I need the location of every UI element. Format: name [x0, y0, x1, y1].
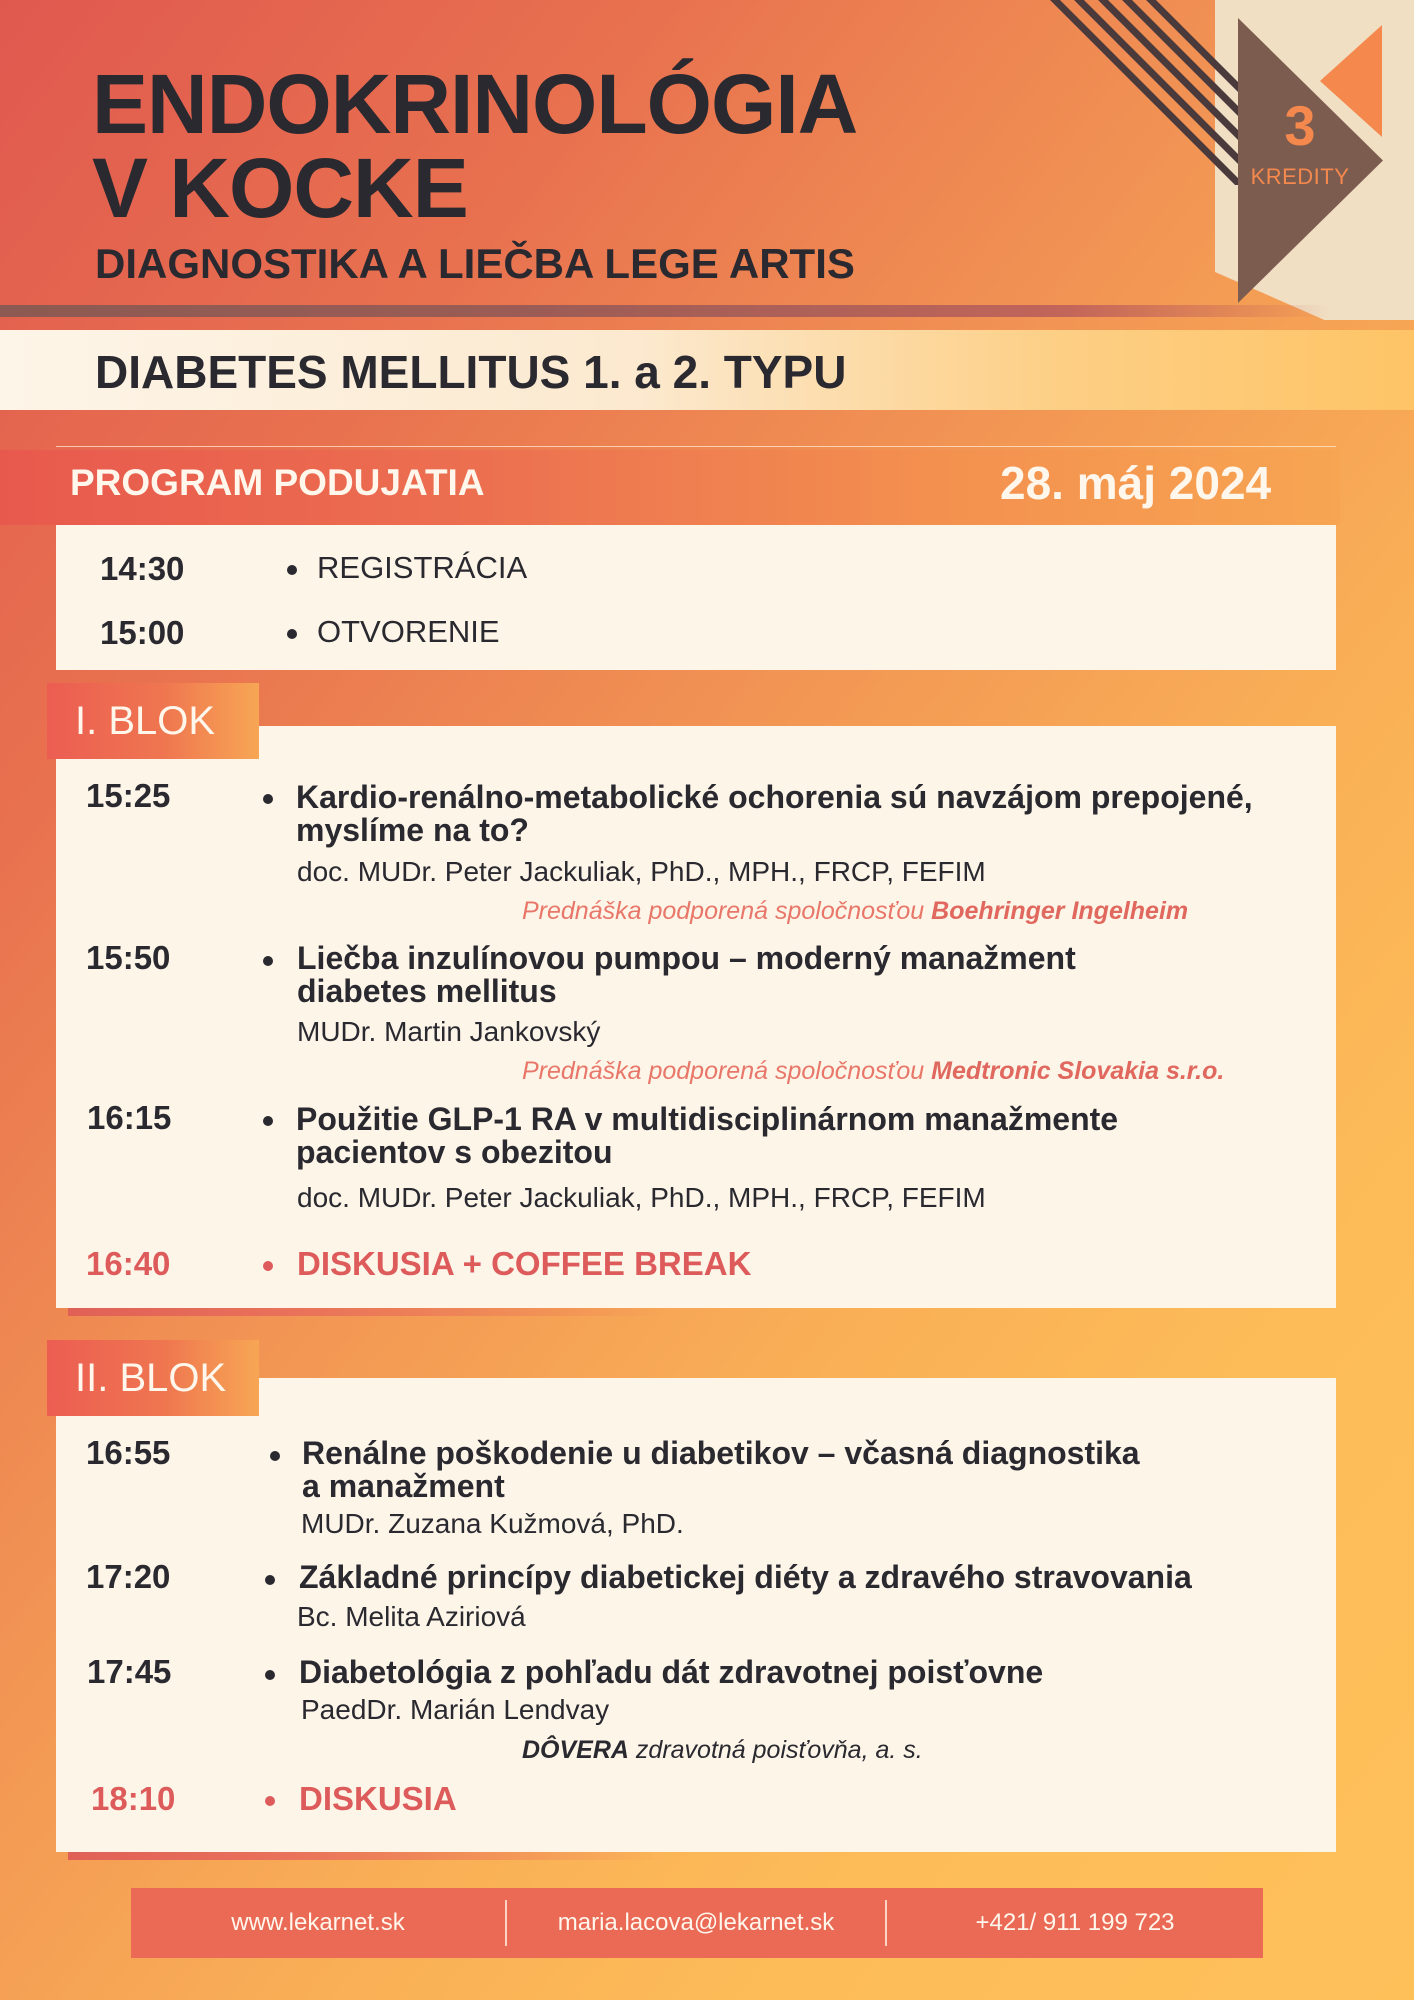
block-2-label	[47, 1340, 259, 1416]
talk-title-line: diabetes mellitus	[297, 973, 557, 1009]
time-label: 17:20	[86, 1558, 171, 1595]
event-title	[92, 57, 858, 235]
website-link[interactable]: www.lekarnet.sk	[231, 1909, 405, 1936]
contact-footer	[131, 1888, 1263, 1958]
sponsor-name: Boehringer Ingelheim	[931, 897, 1189, 925]
phone-link[interactable]: +421/ 911 199 723	[975, 1909, 1175, 1936]
bullet-icon	[265, 1575, 275, 1585]
break-label: DISKUSIA + COFFEE BREAK	[297, 1245, 752, 1282]
bullet-icon	[263, 794, 273, 804]
title-line-2: V KOCKE	[92, 141, 468, 235]
time-label-end: 18:10	[91, 1780, 176, 1817]
program-title: PROGRAM PODUJATIA	[70, 462, 485, 503]
time-label: 14:30	[100, 550, 185, 587]
talk-title-line: Kardio-renálno-metabolické ochorenia sú navzájom prepojené,	[296, 779, 1253, 815]
sponsor-name: Medtronic Slovakia s.r.o.	[931, 1057, 1225, 1085]
time-label: 15:00	[100, 614, 185, 651]
event-subtitle: DIAGNOSTIKA A LIEČBA LEGE ARTIS	[95, 240, 855, 287]
stripes-decoration	[1030, 0, 1260, 185]
bullet-icon	[265, 1796, 275, 1806]
talk-title	[299, 1561, 1192, 1594]
email-link[interactable]: maria.lacova@lekarnet.sk	[557, 1909, 835, 1936]
bullet-icon	[287, 629, 297, 639]
title-line-1: ENDOKRINOLÓGIA	[92, 57, 858, 151]
block-1-underline	[68, 1308, 668, 1316]
talk-title	[296, 1103, 1118, 1169]
talk-title	[296, 781, 1253, 847]
sponsor-name: DÔVERA	[522, 1736, 629, 1764]
agenda-item-label: OTVORENIE	[317, 614, 500, 649]
talk-title-line: a manažment	[302, 1468, 505, 1504]
time-label: 16:55	[86, 1434, 171, 1471]
sponsor-prefix: Prednáška podporená spoločnosťou	[522, 897, 925, 925]
event-date: 28. máj 2024	[1000, 457, 1272, 509]
speaker-name: PaedDr. Marián Lendvay	[301, 1694, 610, 1725]
bullet-icon	[263, 1116, 273, 1126]
sponsor-note	[522, 897, 1188, 926]
agenda-item-label: REGISTRÁCIA	[317, 550, 528, 585]
bullet-icon	[265, 1670, 275, 1680]
block-2-label-text: II. BLOK	[75, 1356, 227, 1400]
time-label: 15:25	[86, 777, 171, 814]
talk-title-line: pacientov s obezitou	[296, 1134, 613, 1170]
bullet-icon	[263, 956, 273, 966]
time-label-break: 16:40	[86, 1245, 171, 1282]
time-label: 15:50	[86, 939, 171, 976]
time-label: 16:15	[87, 1099, 172, 1136]
block-1-label-text: I. BLOK	[75, 699, 216, 743]
talk-title	[302, 1437, 1140, 1503]
bullet-icon	[270, 1451, 280, 1461]
talk-title-line: Základné princípy diabetickej diéty a zdravého stravovania	[299, 1559, 1192, 1595]
block-1-label	[47, 683, 259, 759]
credits-label: KREDITY	[1250, 164, 1350, 189]
topic-title: DIABETES MELLITUS 1. a 2. TYPU	[95, 346, 847, 398]
talk-title-line: myslíme na to?	[296, 812, 529, 848]
speaker-name: doc. MUDr. Peter Jackuliak, PhD., MPH., FRCP, FEFIM	[297, 856, 986, 887]
speaker-name: doc. MUDr. Peter Jackuliak, PhD., MPH., FRCP, FEFIM	[297, 1182, 986, 1213]
talk-title-line: Diabetológia z pohľadu dát zdravotnej poisťovne	[299, 1654, 1044, 1690]
talk-title-line: Použitie GLP-1 RA v multidisciplinárnom manažmente	[296, 1101, 1119, 1137]
speaker-name: Bc. Melita Aziriová	[297, 1601, 526, 1632]
time-label: 17:45	[87, 1653, 172, 1690]
bullet-icon	[263, 1261, 273, 1271]
speaker-name: MUDr. Martin Jankovský	[297, 1016, 601, 1047]
talk-title-line: Renálne poškodenie u diabetikov – včasná diagnostika	[302, 1435, 1140, 1471]
opening-card	[56, 525, 1336, 670]
sponsor-note	[522, 1057, 1224, 1086]
divider-line	[56, 446, 1336, 447]
sponsor-suffix: zdravotná poisťovňa, a. s.	[635, 1736, 923, 1764]
speaker-name: MUDr. Zuzana Kužmová, PhD.	[301, 1508, 684, 1539]
talk-title-line: Liečba inzulínovou pumpou – moderný manažment	[297, 940, 1076, 976]
header-divider	[0, 305, 1330, 317]
discussion-label: DISKUSIA	[299, 1780, 457, 1817]
talk-title	[297, 942, 1076, 1008]
sponsor-note	[522, 1736, 923, 1765]
bullet-icon	[287, 565, 297, 575]
sponsor-prefix: Prednáška podporená spoločnosťou	[522, 1057, 925, 1085]
block-2-underline	[68, 1852, 668, 1860]
talk-title	[299, 1656, 1043, 1689]
credits-number: 3	[1284, 94, 1316, 157]
